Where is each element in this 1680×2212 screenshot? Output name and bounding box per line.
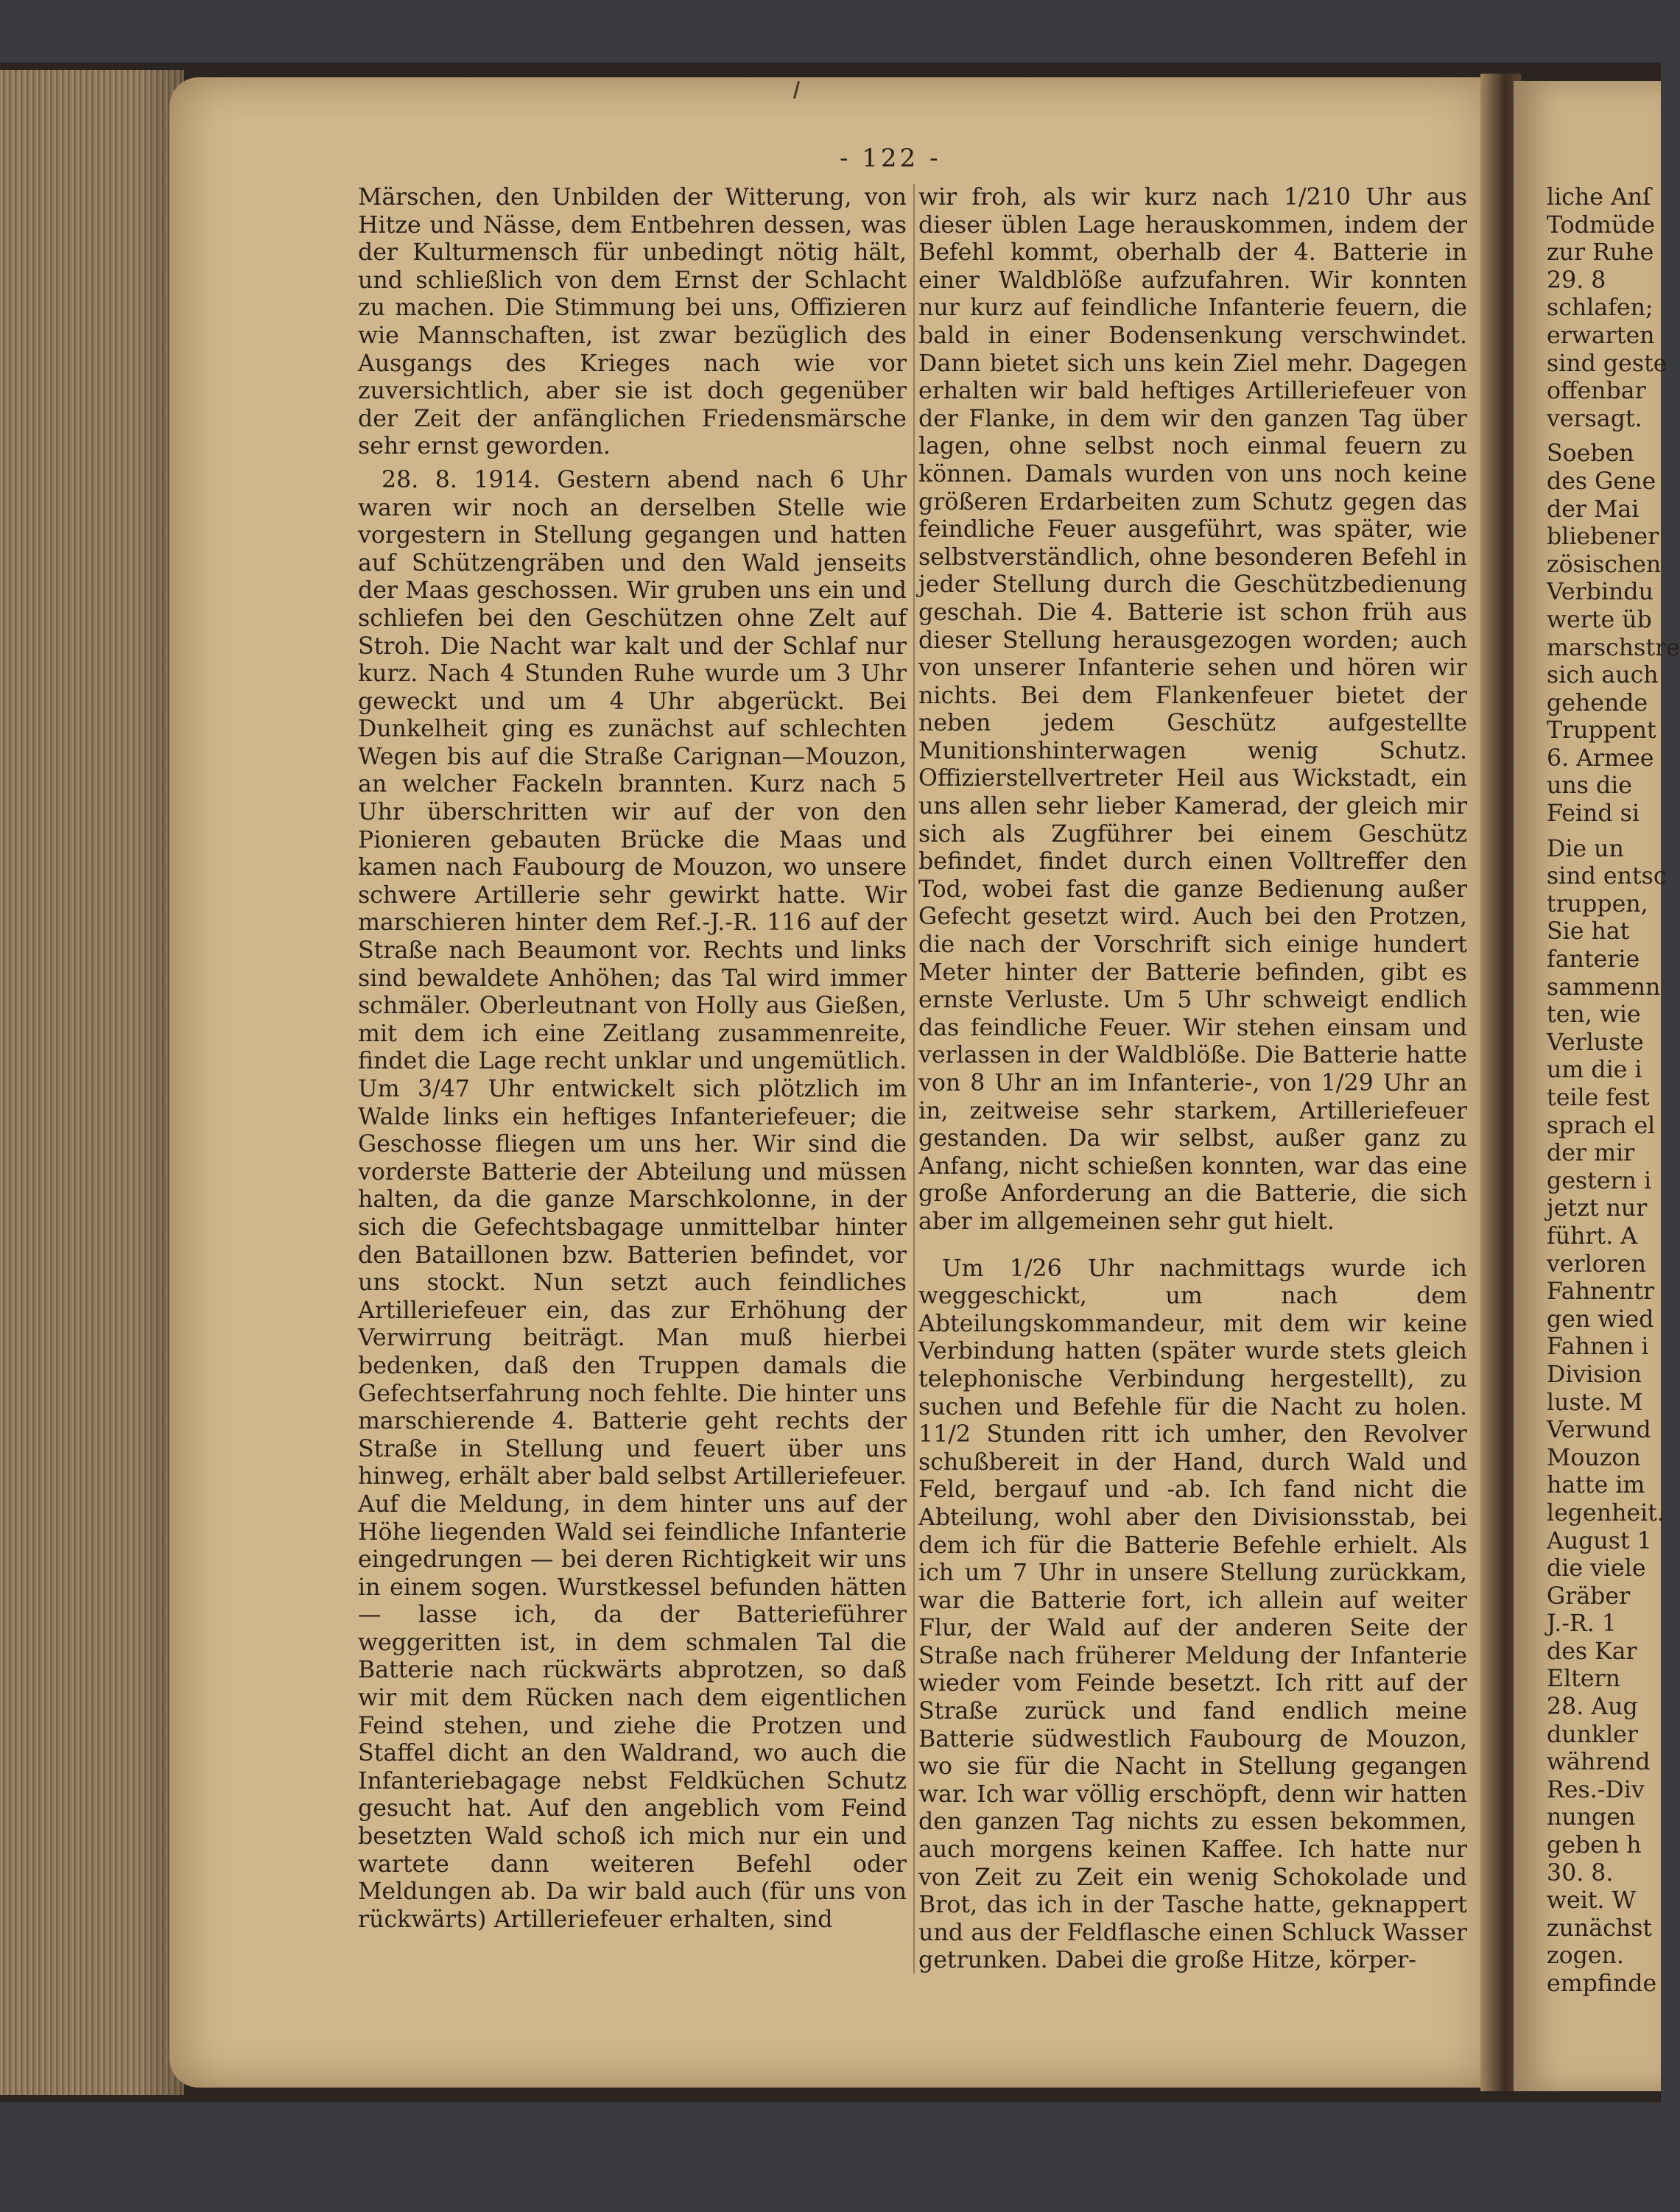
next-page-line: uns die xyxy=(1547,772,1632,800)
next-page-line: führt. A xyxy=(1547,1222,1638,1250)
next-page-line: 6. Armee xyxy=(1547,744,1654,772)
next-page-line: Division xyxy=(1547,1361,1642,1388)
next-page-line: nungen xyxy=(1547,1804,1636,1831)
next-page-line: der Mai xyxy=(1547,496,1639,523)
next-page-line: geben h xyxy=(1547,1832,1642,1859)
page-number: - 122 - xyxy=(840,144,941,173)
next-page-line: August 1 xyxy=(1547,1527,1652,1554)
next-page-line: sich auch xyxy=(1547,662,1659,689)
next-page-line: Sie hat xyxy=(1547,918,1630,945)
next-page-line: empfinde xyxy=(1547,1970,1657,1997)
next-page-line: truppen, xyxy=(1547,890,1648,917)
paragraph: Um 1/26 Uhr nachmittags wurde ich weggeschickt, um nach dem Abteilungskommandeur, mit dem wir keine Verbindung hatten (später wurde stets gleich telephonische Verbindung hergestellt), zu suchen und Befehle für die Nacht zu holen. 11/2 Stunden ritt ich umher, den Revolver schußbereit in der Hand, durch Wald und Feld, bergauf und -ab. Ich fand nicht die Abteilung, wohl aber den Divisionsstab, bei dem ich für die Batterie Befehle erhielt. Als ich um 7 Uhr in unsere Stellung zurückkam, war die Batterie fort, ich allein auf weiter Flur, der Wald auf der anderen Seite der Straße nach früherer Meldung der Infanterie wieder vom Feinde besetzt. Ich ritt auf der Straße zurück und fand endlich meine Batterie südwestlich Faubourg de Mouzon, wo sie für die Nacht in Stellung gegangen war. Ich war völlig erschöpft, denn wir hatten den ganzen Tag nichts zu essen bekommen, auch morgens keinen Kaffee. Ich hatte nur von Zeit zu Zeit ein wenig Schokolade und Brot, das ich in der Tasche hatte, geknappert und aus der Feldflasche einen Schluck Wasser getrunken. Dabei die große Hitze, körper- xyxy=(918,1255,1467,1974)
next-page-line: sind geste xyxy=(1547,350,1667,377)
next-page-line: die viele xyxy=(1547,1555,1646,1582)
next-page-line: Verluste xyxy=(1547,1029,1644,1056)
next-page-line: zunächst xyxy=(1547,1915,1653,1942)
next-page-line: sammenn xyxy=(1547,973,1661,1001)
next-page-line: J.-R. 1 xyxy=(1547,1610,1617,1638)
next-page-line: legenheit. xyxy=(1547,1499,1665,1526)
next-page-line: verloren xyxy=(1547,1250,1646,1278)
next-page-line: des Gene xyxy=(1547,468,1656,495)
next-page-line: luste. M xyxy=(1547,1389,1643,1416)
next-page-line: zösischen xyxy=(1547,551,1662,578)
next-page-line: Res.-Div xyxy=(1547,1776,1645,1803)
next-page-line: zur Ruhe xyxy=(1547,239,1654,267)
next-page-line: gestern i xyxy=(1547,1167,1652,1194)
next-page-line: Truppent xyxy=(1547,717,1656,744)
next-page-line: teile fest xyxy=(1547,1085,1650,1111)
next-page-line: werte üb xyxy=(1547,606,1652,633)
next-page-line: Verbindu xyxy=(1547,579,1653,606)
next-page-fragment-column xyxy=(1547,184,1680,1998)
next-page-line: zogen. xyxy=(1547,1942,1624,1970)
next-page-line: fanterie xyxy=(1547,946,1640,973)
column-divider xyxy=(913,184,915,1973)
next-page-line: Fahnen i xyxy=(1547,1334,1649,1361)
text-column-left xyxy=(358,184,907,1934)
paragraph: wir froh, als wir kurz nach 1/210 Uhr aus dieser üblen Lage herauskommen, indem der Befehl kommt, oberhalb der 4. Batterie in einer Waldblöße aufzufahren. Wir konnten nur kurz auf feindliche Infanterie feuern, die bald in einer Bodensenkung verschwindet. Dann bietet sich uns kein Ziel mehr. Dagegen erhalten wir bald heftiges Artilleriefeuer von der Flanke, in dem wir den ganzen Tag über lagen, ohne selbst noch einmal feuern zu können. Damals wurden von uns noch keine größeren Erdarbeiten zum Schutz gegen das feindliche Feuer ausgeführt, was später, wie selbstverständlich, ohne besonderen Befehl in jeder Stellung durch die Geschützbedienung geschah. Die 4. Batterie ist schon früh aus dieser Stellung herausgezogen worden; auch von unserer Infanterie sehen und hören wir nichts. Bei dem Flankenfeuer bietet der neben jedem Geschütz aufgestellte Munitionshinterwagen wenig Schutz. Offizierstellvertreter Heil aus Wickstadt, ein uns allen sehr lieber Kamerad, der gleich mir sich als Zugführer bei einem Geschütz befindet, findet durch einen Volltreffer den Tod, wobei fast die ganze Bedienung außer Gefecht gesetzt wird. Auch bei den Protzen, die nach der Vorschrift sich einige hundert Meter hinter der Batterie befinden, gibt es ernste Verluste. Um 5 Uhr schweigt endlich das feindliche Feuer. Wir stehen einsam und verlassen in der Waldblöße. Die Batterie hatte von 8 Uhr an im Infanterie-, von 1/29 Uhr an in, zeitweise sehr starkem, Artilleriefeuer gestanden. Da wir selbst, außer ganz zu Anfang, nicht schießen konnten, war das eine große Anforderung an die Batterie, die sich aber im allgemeinen sehr gut hielt. xyxy=(918,184,1467,1235)
next-page-line: Mouzon xyxy=(1547,1444,1641,1471)
next-page-line: Feind si xyxy=(1547,800,1639,828)
next-page-line: versagt. xyxy=(1547,405,1642,432)
next-page-line: dunkler xyxy=(1547,1721,1638,1748)
book-page-edges xyxy=(0,70,184,2095)
next-page-line: gen wied xyxy=(1547,1306,1654,1333)
next-page-line: Die un xyxy=(1547,835,1624,862)
next-page-line: der mir xyxy=(1547,1140,1635,1167)
next-page-line xyxy=(1547,433,1661,440)
next-page-line: 30. 8. xyxy=(1547,1859,1614,1887)
next-page-line: schlafen; xyxy=(1547,295,1653,322)
paragraph: Märschen, den Unbilden der Witterung, von Hitze und Nässe, dem Entbehren dessen, was der Kulturmensch für unbedingt nötig hält, und schließlich von dem Ernst der Schlacht zu machen. Die Stimmung bei uns, Offizieren wie Mannschaften, ist zwar bezüglich des Ausgangs des Krieges nach wie vor zuversichtlich, aber sie ist doch gegenüber der Zeit der anfänglichen Friedensmärsche sehr ernst geworden. xyxy=(358,184,907,460)
next-page-line: Todmüde xyxy=(1547,211,1656,239)
next-page-line: bliebener xyxy=(1547,524,1659,551)
next-page-line: um die i xyxy=(1547,1057,1642,1084)
next-page-line xyxy=(1547,828,1661,836)
next-page-line: ten, wie xyxy=(1547,1001,1641,1029)
next-page-line: des Kar xyxy=(1547,1638,1637,1665)
next-page-line: marschstre xyxy=(1547,634,1680,661)
next-page-line: Eltern xyxy=(1547,1666,1621,1693)
next-page-line: jetzt nur xyxy=(1547,1195,1648,1222)
next-page-line: offenbar xyxy=(1547,378,1646,405)
next-page-line: sprach el xyxy=(1547,1112,1656,1139)
next-page-line: Soeben xyxy=(1547,440,1634,468)
next-page-line: gehende xyxy=(1547,689,1648,716)
paragraph: 28. 8. 1914. Gestern abend nach 6 Uhr waren wir noch an derselben Stelle wie vorgestern in Stellung gegangen und hatten auf Schützengräben und den Wald jenseits der Maas geschossen. Wir gruben uns ein und schliefen bei den Geschützen ohne Zelt auf Stroh. Die Nacht war kalt und der Schlaf nur kurz. Nach 4 Stunden Ruhe wurde um 3 Uhr geweckt und um 4 Uhr abgerückt. Bei Dunkelheit ging es zunächst auf schlechten Wegen bis auf die Straße Carignan—Mouzon, an welcher Fackeln brannten. Kurz nach 5 Uhr überschritten wir auf der von den Pionieren gebauten Brücke die Maas und kamen nach Faubourg de Mouzon, wo unsere schwere Artillerie sehr gewirkt hatte. Wir marschieren hinter dem Ref.-J.-R. 116 auf der Straße nach Beaumont vor. Rechts und links sind bewaldete Anhöhen; das Tal wird immer schmäler. Oberleutnant von Holly aus Gießen, mit dem ich eine Zeitlang zusammenreite, findet die Lage recht unklar und ungemütlich. Um 3/47 Uhr entwickelt sich plötzlich im Walde links ein heftiges Infanteriefeuer; die Geschosse fliegen um uns her. Wir sind die vorderste Batterie der Abteilung und müssen halten, da die ganze Marschkolonne, in der sich die Gefechtsbagage unmittelbar hinter den Bataillonen bzw. Batterien befindet, vor uns stockt. Nun setzt auch feindliches Artilleriefeuer ein, das zur Erhöhung der Verwirrung beiträgt. Man muß hierbei bedenken, daß den Truppen damals die Gefechtserfahrung noch fehlte. Die hinter uns marschierende 4. Batterie geht rechts der Straße in Stellung und feuert über uns hinweg, erhält aber bald selbst Artilleriefeuer. Auf die Meldung, in dem hinter uns auf der Höhe liegenden Wald sei feindliche Infanterie eingedrungen — bei deren Richtigkeit wir uns in einem sogen. Wurstkessel befunden hätten — lasse ich, da der Batterieführer weggeritten ist, in dem schmalen Tal die Batterie nach rückwärts abprotzen, so daß wir mit dem Rücken nach dem eigentlichen Feind stehen, und ziehe die Protzen und Staffel dicht an den Waldrand, wo auch die Infanteriebagage nebst Feldküchen Schutz gesucht hat. Auf den angeblich vom Feind besetzten Wald schoß ich mich nur ein und wartete dann weiteren Befehl oder Meldungen ab. Da wir bald auch (für uns von rückwärts) Artilleriefeuer erhalten, sind xyxy=(358,466,907,1933)
next-page-line: sind entsc xyxy=(1547,863,1667,890)
next-page-line: während xyxy=(1547,1749,1651,1776)
next-page-line: liche Anſ xyxy=(1547,184,1651,211)
next-page-line: hatte im xyxy=(1547,1472,1645,1499)
next-page-line: 28. Aug xyxy=(1547,1694,1638,1721)
text-column-right xyxy=(918,184,1467,1975)
next-page-line: 29. 8 xyxy=(1547,267,1606,294)
next-page-line: erwarten xyxy=(1547,322,1655,349)
next-page-line: weit. W xyxy=(1547,1887,1637,1915)
next-page-line: Gräber xyxy=(1547,1582,1631,1610)
next-page-line: Verwund xyxy=(1547,1417,1651,1444)
next-page-line: Fahnentr xyxy=(1547,1278,1655,1306)
